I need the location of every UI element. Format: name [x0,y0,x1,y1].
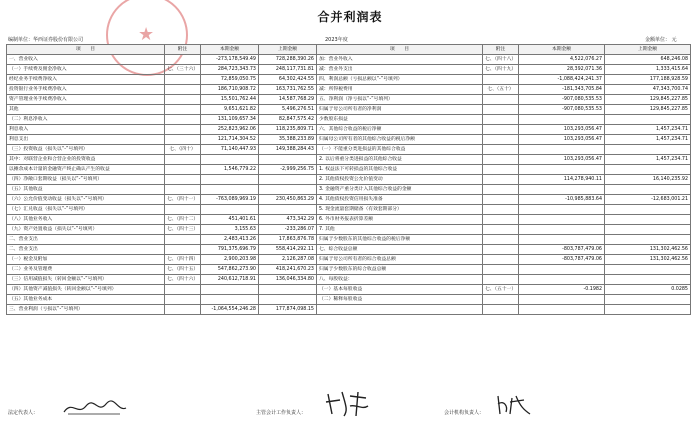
right-previous-cell: 1,457,234.71 [605,155,691,165]
left-item-cell: （三）投资收益（损失以“-”号填列） [7,145,165,155]
preparer-name: 华西证券股份有限公司 [33,37,84,43]
right-current-cell: 4,522,076.27 [519,55,605,65]
left-item-cell: （七）汇兑收益（损失以“-”号填列） [7,205,165,215]
right-note-cell [483,125,519,135]
left-previous-cell [259,295,317,305]
left-item-cell: 二、营业支出 [7,235,165,245]
left-current-cell: 1,546,779.22 [201,165,259,175]
left-note-cell: 七、（四十） [165,145,201,155]
table-row [7,165,691,175]
right-current-cell [519,215,605,225]
right-note-cell [483,305,519,315]
left-previous-cell: 5,496,276.51 [259,105,317,115]
right-note-cell [483,245,519,255]
right-item-cell: 5. 现金流量套期储备（有效套期部分） [317,205,483,215]
right-previous-cell [605,185,691,195]
left-note-cell [165,55,201,65]
left-note-cell: 七、（四十四） [165,255,201,265]
right-note-cell: 七、（五十一） [483,285,519,295]
right-item-cell: 4. 其他债权投资信用损失准备 [317,195,483,205]
left-current-cell: 2,483,413.26 [201,235,259,245]
left-note-cell: 七、（四十三） [165,225,201,235]
right-note-cell [483,155,519,165]
left-note-cell: 七、（四十五） [165,265,201,275]
right-current-cell [519,275,605,285]
table-row [7,125,691,135]
col-header-previous-right: 上期金额 [605,45,691,55]
left-item-cell: （一）手续费及佣金净收入 [7,65,165,75]
table-row [7,95,691,105]
left-current-cell: 131,109,657.34 [201,115,259,125]
left-previous-cell: 558,414,292.11 [259,245,317,255]
left-previous-cell: 64,302,424.55 [259,75,317,85]
table-row [7,285,691,295]
right-item-cell: 加：营业外收入 [317,55,483,65]
right-item-cell: 四、利润总额（亏损总额以“-”号填列） [317,75,483,85]
income-statement-table [6,44,691,315]
left-current-cell: 15,501,762.44 [201,95,259,105]
left-item-cell: （五）其他收益 [7,185,165,195]
accounting-head-signature [322,388,372,418]
left-current-cell: 72,859,050.75 [201,75,259,85]
right-previous-cell: 131,302,462.56 [605,255,691,265]
right-note-cell [483,145,519,155]
right-item-cell: 2. 其他债权投资公允价值变动 [317,175,483,185]
left-current-cell: 284,723,343.73 [201,65,259,75]
left-note-cell [165,135,201,145]
right-item-cell: 7. 其他 [317,225,483,235]
right-current-cell: -907,080,535.53 [519,105,605,115]
right-current-cell [519,165,605,175]
left-current-cell: 451,401.61 [201,215,259,225]
right-previous-cell: 1,333,415.64 [605,65,691,75]
table-row [7,215,691,225]
right-current-cell: -907,080,535.53 [519,95,605,105]
left-previous-cell: -2,999,256.75 [259,165,317,175]
right-current-cell [519,145,605,155]
right-current-cell [519,115,605,125]
left-previous-cell [259,285,317,295]
left-note-cell [165,115,201,125]
left-current-cell: 547,862,273.90 [201,265,259,275]
left-note-cell: 七、（四十六） [165,275,201,285]
right-previous-cell [605,165,691,175]
left-current-cell: 186,710,908.72 [201,85,259,95]
left-previous-cell: 230,450,863.29 [259,195,317,205]
right-previous-cell [605,205,691,215]
right-item-cell: 少数股东损益 [317,115,483,125]
left-current-cell: -273,178,549.49 [201,55,259,65]
right-item-cell: 1. 权益法下可转损益的其他综合收益 [317,165,483,175]
col-header-item: 项 目 [7,45,165,55]
left-current-cell: -763,089,969.19 [201,195,259,205]
right-item-cell: 归属于母公司所有者的综合收益总额 [317,255,483,265]
right-current-cell: 28,392,071.36 [519,65,605,75]
left-previous-cell: 728,288,390.26 [259,55,317,65]
table-row [7,225,691,235]
left-previous-cell: 149,388,284.43 [259,145,317,155]
right-previous-cell: 648,246.08 [605,55,691,65]
col-header-current-right: 本期金额 [519,45,605,55]
left-note-cell [165,205,201,215]
left-current-cell: 240,612,718.91 [201,275,259,285]
right-current-cell: -803,787,479.06 [519,245,605,255]
left-previous-cell: 82,847,575.42 [259,115,317,125]
right-current-cell: 103,293,056.47 [519,125,605,135]
left-item-cell: （九）资产处置收益（损失以“-”号填列） [7,225,165,235]
left-item-cell: 以摊余成本计量的金融资产终止确认产生的收益 [7,165,165,175]
left-note-cell [165,175,201,185]
left-item-cell: （八）其他业务收入 [7,215,165,225]
table-row [7,205,691,215]
col-header-note-right: 附注 [483,45,519,55]
table-row [7,75,691,85]
left-note-cell [165,95,201,105]
right-item-cell: （一）不能重分类进损益的其他综合收益 [317,145,483,155]
left-note-cell [165,305,201,315]
left-note-cell [165,75,201,85]
right-current-cell: 114,278,940.11 [519,175,605,185]
table-row [7,175,691,185]
left-note-cell: 七、（四十一） [165,195,201,205]
right-item-cell: 2. 以后将重分类进损益的其他综合收益 [317,155,483,165]
left-item-cell: （四）净敞口套期收益（损失以“-”号填列） [7,175,165,185]
left-note-cell [165,105,201,115]
table-row [7,265,691,275]
right-previous-cell [605,215,691,225]
right-current-cell [519,295,605,305]
right-note-cell: 七、（四十八） [483,55,519,65]
left-item-cell: 利息收入 [7,125,165,135]
left-previous-cell: 17,863,876.78 [259,235,317,245]
right-current-cell: -10,985,883.64 [519,195,605,205]
report-title: 合并利润表 [317,10,383,24]
right-note-cell [483,135,519,145]
report-period: 2023年度 [325,37,348,43]
right-current-cell [519,235,605,245]
left-note-cell [165,155,201,165]
left-previous-cell: 2,126,287.08 [259,255,317,265]
right-note-cell [483,225,519,235]
right-item-cell: 归属母公司所有者的其他综合收益的税后净额 [317,135,483,145]
right-current-cell: 103,293,056.47 [519,155,605,165]
table-row [7,145,691,155]
right-item-cell: 3. 金融资产重分类计入其他综合收益的金额 [317,185,483,195]
left-current-cell [201,295,259,305]
right-note-cell [483,195,519,205]
right-current-cell: -803,787,479.06 [519,255,605,265]
right-current-cell [519,205,605,215]
table-row [7,245,691,255]
left-previous-cell: 136,046,334.80 [259,275,317,285]
right-current-cell [519,185,605,195]
left-item-cell: 投资银行业务手续费净收入 [7,85,165,95]
left-item-cell: （二）业务及管理费 [7,265,165,275]
right-item-cell: 减：所得税费用 [317,85,483,95]
left-previous-cell: 118,235,809.71 [259,125,317,135]
right-previous-cell: 47,343,700.74 [605,85,691,95]
right-note-cell [483,105,519,115]
left-item-cell: 一、营业收入 [7,55,165,65]
left-item-cell: （六）公允价值变动收益（损失以“-”号填列） [7,195,165,205]
right-note-cell [483,295,519,305]
left-current-cell [201,155,259,165]
left-current-cell: 71,140,447.93 [201,145,259,155]
right-previous-cell: 131,302,462.56 [605,245,691,255]
right-item-cell: 归属于少数股东的其他综合收益的税后净额 [317,235,483,245]
left-item-cell: 三、营业利润（亏损以“-”号填列） [7,305,165,315]
left-current-cell [201,185,259,195]
right-item-cell: 五、净利润（净亏损以“-”号填列） [317,95,483,105]
right-note-cell [483,185,519,195]
left-current-cell: -1,064,554,246.28 [201,305,259,315]
accounting-dept-head-label: 会计机构负责人： [444,410,485,416]
preparer-label: 编制单位： [8,37,34,43]
right-note-cell [483,115,519,125]
right-previous-cell: 1,457,234.71 [605,135,691,145]
right-item-cell [317,305,483,315]
right-previous-cell [605,305,691,315]
left-previous-cell: -233,286.07 [259,225,317,235]
right-item-cell: 归属于母公司所有者的净利润 [317,105,483,115]
right-current-cell [519,305,605,315]
left-note-cell [165,235,201,245]
left-note-cell [165,125,201,135]
left-previous-cell [259,155,317,165]
left-item-cell: 利息支出 [7,135,165,145]
table-row [7,65,691,75]
right-note-cell [483,205,519,215]
currency-unit: 金额单位： 元 [645,37,677,43]
right-current-cell: 103,293,056.47 [519,135,605,145]
left-previous-cell [259,185,317,195]
left-previous-cell: 473,342.29 [259,215,317,225]
left-previous-cell: 177,874,098.15 [259,305,317,315]
right-note-cell [483,175,519,185]
left-note-cell [165,295,201,305]
right-note-cell: 七、（五十） [483,85,519,95]
right-previous-cell [605,275,691,285]
right-item-cell: 归属于少数股东的综合收益总额 [317,265,483,275]
left-previous-cell [259,175,317,185]
left-note-cell [165,85,201,95]
left-current-cell: 121,714,304.52 [201,135,259,145]
col-header-current: 本期金额 [201,45,259,55]
table-row [7,55,691,65]
table-body [7,55,691,315]
left-current-cell: 9,651,621.82 [201,105,259,115]
right-current-cell: -181,343,705.84 [519,85,605,95]
right-previous-cell: 129,845,227.85 [605,105,691,115]
table-row [7,235,691,245]
col-header-previous: 上期金额 [259,45,317,55]
table-row [7,155,691,165]
left-previous-cell: 14,587,768.29 [259,95,317,105]
accounting-dept-head-signature [494,392,534,418]
accounting-head-label: 主管会计工作负责人： [256,410,307,416]
table-row [7,195,691,205]
left-item-cell: 其中：对联营企业和合营企业的投资收益 [7,155,165,165]
preparer-block [8,36,83,43]
left-note-cell [165,165,201,175]
right-note-cell [483,215,519,225]
right-previous-cell: 177,188,928.59 [605,75,691,85]
right-previous-cell [605,235,691,245]
right-current-cell: -0.1982 [519,285,605,295]
right-note-cell [483,235,519,245]
left-item-cell: 其他 [7,105,165,115]
right-item-cell: 6. 外币财务报表折算差额 [317,215,483,225]
left-note-cell: 七、（三十六） [165,65,201,75]
legal-rep-label: 法定代表人： [8,410,39,416]
right-previous-cell [605,265,691,275]
left-note-cell [165,245,201,255]
right-item-cell: 八、每股收益： [317,275,483,285]
table-row [7,105,691,115]
left-previous-cell [259,205,317,215]
right-previous-cell [605,145,691,155]
table-row [7,85,691,95]
right-item-cell: 六、其他综合收益的税后净额 [317,125,483,135]
right-note-cell [483,165,519,175]
table-row [7,275,691,285]
right-item-cell: （二）稀释每股收益 [317,295,483,305]
table-row [7,255,691,265]
col-header-note: 附注 [165,45,201,55]
right-current-cell [519,265,605,275]
right-item-cell: 减：营业外支出 [317,65,483,75]
left-current-cell [201,205,259,215]
right-previous-cell: -12,683,001.21 [605,195,691,205]
right-current-cell: -1,088,424,241.37 [519,75,605,85]
right-previous-cell: 1,457,234.71 [605,125,691,135]
left-item-cell: 二、营业支出 [7,245,165,255]
left-previous-cell: 418,241,670.23 [259,265,317,275]
right-note-cell [483,275,519,285]
right-previous-cell [605,295,691,305]
left-note-cell [165,185,201,195]
right-note-cell [483,255,519,265]
left-note-cell: 七、（四十二） [165,215,201,225]
left-item-cell: 经纪业务手续费净收入 [7,75,165,85]
right-item-cell: （一）基本每股收益 [317,285,483,295]
left-previous-cell: 248,117,731.81 [259,65,317,75]
table-row [7,185,691,195]
left-previous-cell: 35,388,233.89 [259,135,317,145]
right-note-cell: 七、（四十九） [483,65,519,75]
right-item-cell: 七、综合收益总额 [317,245,483,255]
left-item-cell: 资产管理业务手续费净收入 [7,95,165,105]
table-row [7,115,691,125]
left-current-cell: 791,375,696.79 [201,245,259,255]
left-current-cell: 252,823,962.06 [201,125,259,135]
legal-rep-signature [60,398,130,418]
right-note-cell [483,75,519,85]
left-item-cell: （三）信用减值损失（转回金额以“-”号填列） [7,275,165,285]
table-row [7,305,691,315]
right-note-cell [483,95,519,105]
right-current-cell [519,225,605,235]
left-item-cell: （四）其他资产减值损失（转回金额以“-”号填列） [7,285,165,295]
right-previous-cell: 16,140,235.92 [605,175,691,185]
left-item-cell: （一）税金及附加 [7,255,165,265]
left-previous-cell: 163,731,762.55 [259,85,317,95]
table-row [7,295,691,305]
table-header-row [7,45,691,55]
right-note-cell [483,265,519,275]
right-previous-cell [605,225,691,235]
table-row [7,135,691,145]
col-header-item-right: 项 目 [317,45,483,55]
left-current-cell: 2,900,203.98 [201,255,259,265]
left-current-cell [201,285,259,295]
left-item-cell: （五）其他业务成本 [7,295,165,305]
right-previous-cell [605,115,691,125]
left-current-cell: 3,155.63 [201,225,259,235]
right-previous-cell: 0.0285 [605,285,691,295]
left-note-cell [165,285,201,295]
left-current-cell [201,175,259,185]
right-previous-cell: 129,845,227.85 [605,95,691,105]
left-item-cell: （二）利息净收入 [7,115,165,125]
